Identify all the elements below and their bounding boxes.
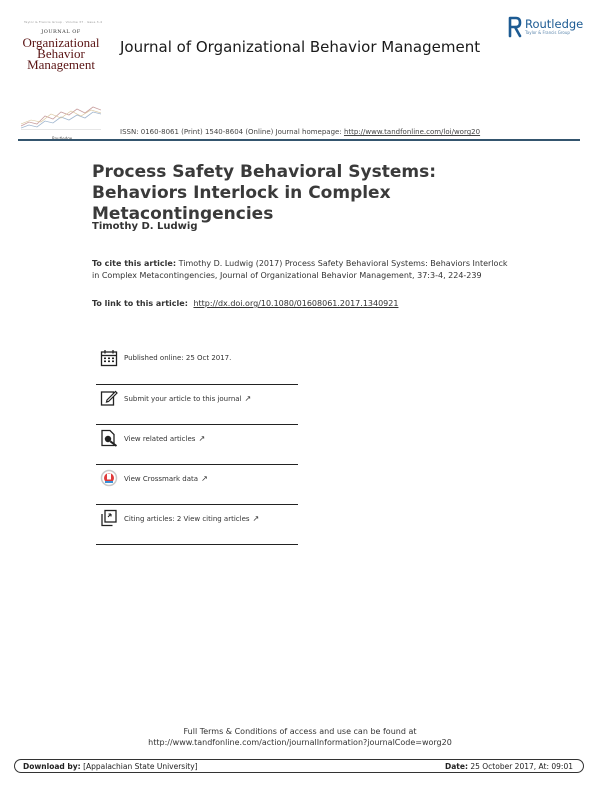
- article-author: Timothy D. Ludwig: [92, 221, 198, 232]
- journal-cover: [18, 16, 104, 136]
- cover-title-line-3: Management: [27, 57, 95, 72]
- download-date: [445, 762, 573, 771]
- cover-tiny-text: Taylor & Francis Group · Volume 37 · Issue 3-4: [24, 20, 103, 24]
- issn-text: ISSN: 0160-8061 (Print) 1540-8604 (Online) Journal homepage:: [120, 128, 342, 136]
- submit-article-row[interactable]: [96, 385, 298, 425]
- cover-title: [18, 37, 104, 70]
- external-link-icon: ↗: [252, 514, 260, 523]
- external-link-icon: ↗: [198, 434, 206, 443]
- crossmark-icon: [100, 469, 118, 487]
- issn-line: [120, 128, 480, 136]
- download-info-bar: [14, 759, 584, 773]
- terms-footer: [0, 726, 600, 748]
- download-date-label: Date:: [444, 762, 468, 771]
- journal-title: Journal of Organizational Behavior Management: [120, 38, 481, 56]
- external-link-icon: ↗: [244, 394, 252, 403]
- crossmark-row[interactable]: [96, 465, 298, 505]
- download-by-value: [Appalachian State University]: [83, 762, 198, 771]
- terms-link[interactable]: http://www.tandfonline.com/action/journalInformation?journalCode=worg20: [148, 738, 452, 747]
- article-title: Process Safety Behavioral Systems: Behaviors Interlock in Complex Metacontingencies: [92, 162, 437, 224]
- published-online-label: Published online: 25 Oct 2017.: [124, 354, 232, 362]
- article-link-line: [92, 299, 398, 308]
- download-date-value: 25 October 2017, At: 09:01: [470, 762, 573, 771]
- calendar-icon: [100, 349, 118, 367]
- article-info-list: [96, 345, 298, 545]
- submit-article-link[interactable]: Submit your article to this journal ↗: [124, 394, 252, 403]
- routledge-r-icon: [508, 16, 522, 38]
- cover-chart-graphic: [21, 104, 101, 130]
- citation-label: To cite this article:: [92, 259, 177, 268]
- cover-title-line-2: Behavior: [37, 46, 85, 61]
- related-articles-link[interactable]: View related articles ↗: [124, 434, 206, 443]
- citing-articles-link[interactable]: Citing articles: 2 View citing articles ↗: [124, 514, 260, 523]
- citation-text: Timothy D. Ludwig (2017) Process Safety Behavioral Systems: Behaviors Interlock in Complex Metacontingencies, Journal of Organizational Behavior Management, 37:3-4, 224-239: [92, 259, 508, 280]
- journal-homepage-link[interactable]: http://www.tandfonline.com/loi/worg20: [343, 128, 481, 136]
- published-online-row: [96, 345, 298, 385]
- cover-title-line-1: Organizational: [22, 35, 100, 50]
- citing-articles-row[interactable]: [96, 505, 298, 545]
- publisher-name: Routledge: [525, 17, 584, 31]
- link-label: To link to this article:: [92, 299, 188, 308]
- external-link-icon: ↗: [201, 474, 208, 483]
- doi-link[interactable]: http://dx.doi.org/10.1080/01608061.2017.1340921: [193, 299, 399, 308]
- publisher-subtitle: Taylor & Francis Group: [525, 30, 570, 35]
- related-articles-icon: [100, 429, 118, 447]
- crossmark-link[interactable]: View Crossmark data ↗: [124, 474, 208, 483]
- publisher-logo: [508, 16, 588, 40]
- download-by: [23, 762, 198, 771]
- cover-journal-of: JOURNAL OF: [41, 29, 81, 35]
- related-articles-row[interactable]: [96, 425, 298, 465]
- header-divider: [18, 139, 580, 141]
- terms-text: Full Terms & Conditions of access and use can be found at: [183, 727, 417, 736]
- citation-block: [92, 258, 512, 282]
- download-by-label: Download by:: [23, 762, 81, 771]
- citing-articles-icon: [100, 509, 118, 527]
- pencil-edit-icon: [100, 389, 118, 407]
